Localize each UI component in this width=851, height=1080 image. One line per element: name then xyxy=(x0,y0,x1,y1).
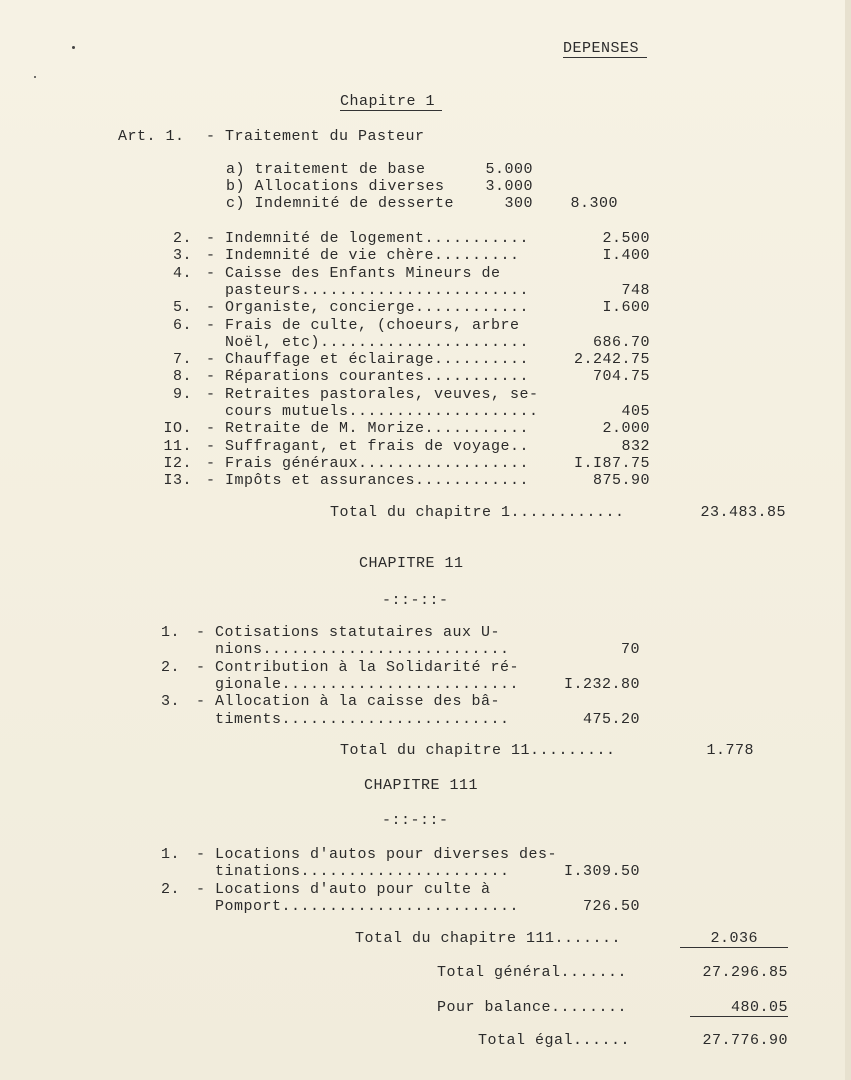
item-value: 405 xyxy=(621,403,650,420)
item-value: 704.75 xyxy=(592,368,650,386)
item-number: 2. xyxy=(160,880,180,898)
balance-value: 480.05 xyxy=(730,999,788,1016)
item-text: - Retraites pastorales, veuves, se- xyxy=(206,385,539,403)
item-text: gionale......................... xyxy=(196,675,520,693)
page-edge xyxy=(845,0,851,1080)
chapter-3-total-value: 2.036 xyxy=(710,930,758,947)
article-label: Art. 1. xyxy=(118,128,185,145)
item-value: 2.500 xyxy=(602,230,650,247)
sub-label-b: b) Allocations diverses xyxy=(226,178,445,195)
sub-label-a: a) traitement de base xyxy=(226,161,426,178)
chapter-2-total-label: Total du chapitre 11......... xyxy=(340,742,616,759)
item-value: I.I87.75 xyxy=(573,454,650,472)
chapter-2-title: CHAPITRE 11 xyxy=(359,555,464,572)
chapter-3-total-underline xyxy=(680,947,788,948)
equal-total-label: Total égal...... xyxy=(478,1032,631,1049)
item-text: - Locations d'autos pour diverses des- xyxy=(196,846,558,863)
item-text: - Caisse des Enfants Mineurs de xyxy=(206,264,501,282)
item-value: 686.70 xyxy=(592,333,650,351)
item-number: 9. xyxy=(172,385,192,403)
item-value: 726.50 xyxy=(582,897,640,915)
item-value: 70 xyxy=(620,641,640,659)
item-text: - Contribution à la Solidarité ré- xyxy=(196,658,520,676)
item-text: - Chauffage et éclairage.......... xyxy=(206,351,530,369)
item-text: - Frais de culte, (choeurs, arbre xyxy=(206,316,520,334)
ink-speck xyxy=(72,46,75,49)
chapter-1-total-label: Total du chapitre 1............ xyxy=(330,504,625,521)
item-text: pasteurs........................ xyxy=(206,281,530,299)
item-text: nions.......................... xyxy=(196,641,510,659)
item-text: - Organiste, concierge............ xyxy=(206,299,530,317)
item-text: - Indemnité de logement........... xyxy=(206,230,530,247)
item-number: 4. xyxy=(172,264,192,282)
item-text: cours mutuels.................... xyxy=(206,403,539,420)
item-text: - Locations d'auto pour culte à xyxy=(196,880,491,898)
item-value: 2.242.75 xyxy=(573,351,650,369)
item-text: - Indemnité de vie chère......... xyxy=(206,247,520,265)
balance-underline xyxy=(690,1016,788,1017)
item-text: tinations...................... xyxy=(196,863,510,881)
item-value: 475.20 xyxy=(582,710,640,728)
item-value: I.232.80 xyxy=(563,675,640,693)
general-total-label: Total général....... xyxy=(437,964,628,981)
item-number: 8. xyxy=(172,368,192,386)
item-number: I3. xyxy=(163,472,192,490)
item-text: - Impôts et assurances............ xyxy=(206,472,530,490)
item-number: IO. xyxy=(163,420,192,438)
item-text: - Cotisations statutaires aux U- xyxy=(196,624,501,641)
chapter-3-title: CHAPITRE 111 xyxy=(364,777,479,794)
chapter-3-separator: -::-::- xyxy=(382,812,449,829)
chapter-1-total-value: 23.483.85 xyxy=(700,504,786,521)
balance-label: Pour balance........ xyxy=(437,999,628,1016)
item-text: - Frais généraux.................. xyxy=(206,454,530,472)
sub-label-c: c) Indemnité de desserte xyxy=(226,195,455,212)
sub-value-b: 3.000 xyxy=(485,178,533,195)
item-number: 11. xyxy=(163,437,192,455)
item-value: 748 xyxy=(621,281,650,299)
chapter-2-separator: -::-::- xyxy=(382,592,449,609)
item-text: timents........................ xyxy=(196,710,510,728)
item-number: 3. xyxy=(172,247,192,265)
item-value: 2.000 xyxy=(602,420,650,438)
item-text: Pomport......................... xyxy=(196,897,520,915)
item-text: - Réparations courantes........... xyxy=(206,368,530,386)
item-number: 2. xyxy=(172,230,192,247)
item-number: 1. xyxy=(160,624,180,641)
subtotal-value: 8.300 xyxy=(570,195,618,212)
item-text: - Retraite de M. Morize........... xyxy=(206,420,530,438)
item-value: I.400 xyxy=(602,247,650,265)
chapter-1-underline xyxy=(340,110,442,111)
article-title: - Traitement du Pasteur xyxy=(206,128,425,145)
chapter-3-total-label: Total du chapitre 111....... xyxy=(355,930,622,947)
item-number: 7. xyxy=(172,351,192,369)
item-value: 875.90 xyxy=(592,472,650,490)
item-text: Noël, etc)...................... xyxy=(206,333,530,351)
chapter-2-total-value: 1.778 xyxy=(706,742,754,759)
item-value: I.600 xyxy=(602,299,650,317)
item-number: 6. xyxy=(172,316,192,334)
sub-value-c: 300 xyxy=(504,195,533,212)
item-value: I.309.50 xyxy=(563,863,640,881)
general-total-value: 27.296.85 xyxy=(702,964,788,981)
item-text: - Allocation à la caisse des bâ- xyxy=(196,693,501,711)
item-number: 2. xyxy=(160,658,180,676)
item-number: 5. xyxy=(172,299,192,317)
item-value: 832 xyxy=(621,437,650,455)
header-underline xyxy=(563,57,647,58)
equal-total-value: 27.776.90 xyxy=(702,1032,788,1049)
page-header: DEPENSES xyxy=(563,40,640,57)
item-text: - Suffragant, et frais de voyage.. xyxy=(206,437,530,455)
item-number: 1. xyxy=(160,846,180,863)
item-number: 3. xyxy=(160,693,180,711)
sub-value-a: 5.000 xyxy=(485,161,533,178)
ink-speck xyxy=(34,76,36,78)
chapter-1-title: Chapitre 1 xyxy=(340,93,436,110)
item-number: I2. xyxy=(163,454,192,472)
